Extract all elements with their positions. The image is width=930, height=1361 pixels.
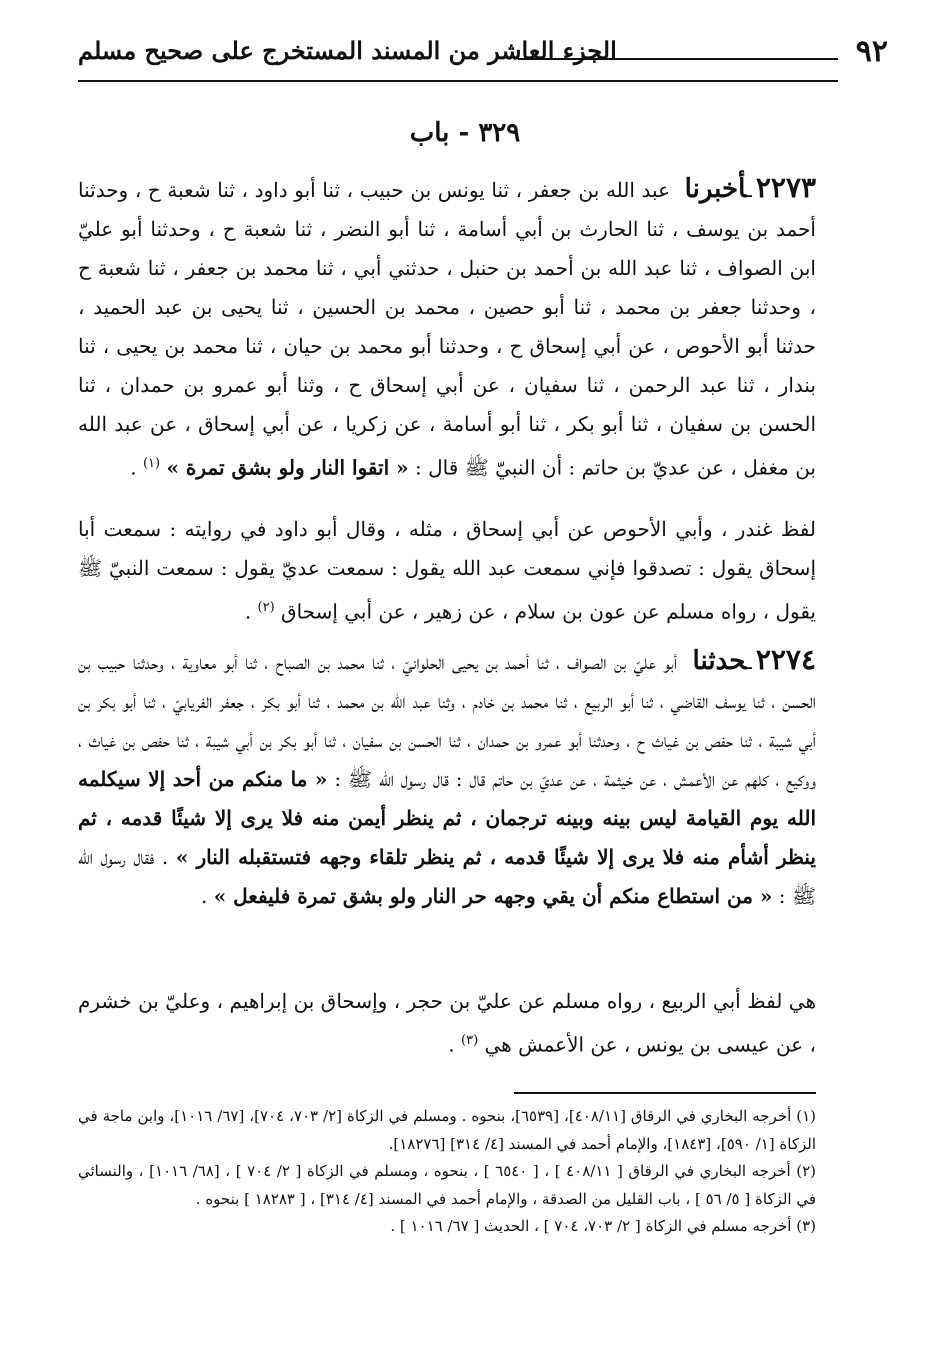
hadith-2273: ٢٢٧٣ـأخبرنا عبد الله بن جعفر ، ثنا يونس بن حبيب ، ثنا أبو داود ، ثنا شعبة ح ، وحدثنا أحمد بن يوسف ، ثنا الحارث بن أبي أسامة ، ثنا أبو النضر ، ثنا شعبة ح ، وحدثنا أبو عليّ ابن الصواف ، ثنا عبد الله بن أحمد بن حنبل ، حدثني أبي ، ثنا محمد بن جعفر ، ثنا شعبة ح ، وحدثنا جعفر بن محمد ، ثنا أبو حصين ، محمد بن الحسين ، ثنا يحيى بن عبد الحميد ، حدثنا أبو الأحوص ، عن أبي إسحاق ح ، وحدثنا أبو محمد بن حيان ، ثنا محمد بن يحيى ، ثنا بندار ، ثنا عبد الرحمن ، ثنا سفيان ، عن أبي إسحاق ح ، وثنا أبو عمرو بن حمدان ، ثنا الحسن بن سفيان ، ثنا أبو بكر ، ثنا أبو أسامة ، عن زكريا ، عن أبي إسحاق ، عن عبد الله بن مغفل ، عن عديّ بن حاتم : أن النبيّ ﷺ قال : « اتقوا النار ولو بشق تمرة » $^{(١)}$ .	[78, 171, 817, 480]
hadith-commentary	[78, 510, 816, 632]
footnotes	[78, 1103, 816, 1241]
hadith-matn-2: « من استطاع منكم أن يقي وجهه حر النار ولو بشق تمرة فليفعل »	[213, 884, 773, 908]
footnote-marker: (١)	[142, 456, 161, 471]
hadith-isnad: عبد الله بن جعفر ، ثنا يونس بن حبيب ، ثنا أبو داود ، ثنا شعبة ح ، وحدثنا أحمد بن يوسف ، ثنا الحارث بن أبي أسامة ، ثنا أبو النضر ، ثنا شعبة ح ، وحدثنا أبو عليّ ابن الصواف ، ثنا عبد الله بن أحمد بن حنبل ، حدثني أبي ، ثنا محمد بن جعفر ، ثنا شعبة ح ، وحدثنا جعفر بن محمد ، ثنا أبو حصين ، محمد بن الحسين ، ثنا يحيى بن عبد الحميد ، حدثنا أبو الأحوص ، عن أبي إسحاق ح ، وحدثنا أبو محمد بن حيان ، ثنا محمد بن يحيى ، ثنا بندار ، ثنا عبد الرحمن ، ثنا سفيان ، عن أبي إسحاق ح ، وثنا أبو عمرو بن حمدان ، ثنا الحسن بن سفيان ، ثنا أبو بكر ، ثنا أبو أسامة ، عن زكريا ، عن أبي إسحاق ، عن عبد الله بن مغفل ، عن عديّ بن حاتم : أن النبيّ ﷺ قال :	[78, 178, 816, 480]
hadith-matn: « اتقوا النار ولو بشق تمرة »	[166, 455, 409, 480]
hadith-verb: أخبرنا	[684, 174, 746, 204]
footnote-marker: (٣)	[461, 1033, 479, 1048]
hadith-end: .	[200, 884, 208, 908]
hadith-verb: حدثنا	[692, 646, 746, 676]
hadith-number: ٢٢٧٣	[755, 171, 817, 204]
footnote-separator	[514, 1092, 816, 1094]
running-title: الجزء العاشر من المسند المستخرج على صحيح مسلم	[78, 36, 617, 65]
commentary-end: .	[448, 1032, 455, 1057]
footnote-marker: (٢)	[257, 600, 275, 615]
footnote-3: (٣) أخرجه مسلم في الزكاة [ ٢/ ٧٠٣، ٧٠٤ ] ، الحديث [ ٦٧/ ١٠١٦ ] .	[390, 1217, 816, 1235]
hadith-isnad: أبو عليّ بن الصواف ، ثنا أحمد بن يحيى الحلوانيّ ، ثنا محمد بن الصباح ، ثنا أبو معاوية ، وحدثنا حبيب بن الحسن ، ثنا يوسف القاضي ، ثنا أبو الربيع ، ثنا محمد بن خادم ، وثنا عبد الله بن محمد ، ثنا أبو بكر ، جعفر الفريابيّ ، ثنا أبو بكر بن أبي شيبة ، ثنا حفص بن غياث ح ، وحدثنا أبو عمرو بن حمدان ، ثنا الحسن بن سفيان ، ثنا أبو بكر بن أبي شيبة ، ثنا حفص بن غياث ، ووكيع ، كلهم عن الأعمش ، عن خيثمة ، عن عديّ بن حاتم قال : قال رسول الله ﷺ :	[78, 650, 817, 791]
commentary-text: لفظ غندر ، وأبي الأحوص عن أبي إسحاق ، مثله ، وقال أبو داود في روايته : سمعت أبا إسحاق يقول : تصدقوا فإني سمعت عبد الله يقول : سمعت عديّ يقول : سمعت النبيّ ﷺ يقول ، رواه مسلم عن عون بن سلام ، عن زهير ، عن أبي إسحاق	[78, 517, 816, 624]
footnote-2: (٢) أخرجه البخاري في الرقاق [ ٤٠٨/١١ ] ، [ ٦٥٤٠ ] ، بنحوه ، ومسلم في الزكاة [ ٢/ ٧٠٤ ] ، [٦٨/ ١٠١٦] ، والنسائي في الزكاة [ ٥/ ٥٦ ] ، باب القليل من الصدقة ، والإمام أحمد في المسند [٤/ ٣١٤] ، [ ١٨٢٨٣ ] بنحوه .	[78, 1162, 816, 1208]
chapter-heading: ٣٢٩ - باب	[409, 118, 521, 148]
commentary-text: هي لفظ أبي الربيع ، رواه مسلم عن عليّ بن حجر ، وإسحاق بن إبراهيم ، وعليّ بن خشرم ، عن عيسى بن يونس ، عن الأعمش هي	[78, 989, 816, 1057]
hadith-number: ٢٢٧٤	[755, 643, 816, 676]
page-number: ٩٢	[855, 34, 888, 69]
commentary-end: .	[244, 599, 252, 624]
page-header	[78, 30, 888, 82]
hadith-continuation: . فقال رسول الله ﷺ :	[78, 845, 816, 908]
header-rule	[518, 58, 838, 60]
hadith-2274: ٢٢٧٤ـحدثنا أبو عليّ بن الصواف ، ثنا أحمد بن يحيى الحلوانيّ ، ثنا محمد بن الصباح ، ثنا أبو معاوية ، وحدثنا حبيب بن الحسن ، ثنا يوسف القاضي ، ثنا أبو الربيع ، ثنا محمد بن خادم ، وثنا عبد الله بن محمد ، ثنا أبو بكر ، جعفر الفريابيّ ، ثنا أبو بكر بن أبي شيبة ، ثنا حفص بن غياث ح ، وحدثنا أبو عمرو بن حمدان ، ثنا الحسن بن سفيان ، ثنا أبو بكر بن أبي شيبة ، ثنا حفص بن غياث ، ووكيع ، كلهم عن الأعمش ، عن خيثمة ، عن عديّ بن حاتم قال : قال رسول الله ﷺ : « ما منكم من أحد إلا سيكلمه الله يوم القيامة ليس بينه وبينه ترجمان ، ثم ينظر أيمن منه فلا يرى إلا شيئًا قدمه ، ثم ينظر أشأم منه فلا يرى إلا شيئًا قدمه ، ثم ينظر تلقاء وجهه فتستقبله النار » . فقال رسول الله ﷺ : « من استطاع منكم أن يقي وجهه حر النار ولو بشق تمرة فليفعل » .	[78, 643, 817, 908]
hadith-matn: « ما منكم من أحد إلا سيكلمه الله يوم القيامة ليس بينه وبينه ترجمان ، ثم ينظر أيمن منه فلا يرى إلا شيئًا قدمه ، ثم ينظر أشأم منه فلا يرى إلا شيئًا قدمه ، ثم ينظر تلقاء وجهه فتستقبله النار »	[78, 767, 816, 869]
hadith-commentary	[78, 982, 816, 1065]
footnote-1: (١) أخرجه البخاري في الرقاق [٤٠٨/١١]، [٦٥٣٩]، بنحوه . ومسلم في الزكاة [٢/ ٧٠٣، ٧٠٤]، [٦٧/ ١٠١٦]، وابن ماجة في الزكاة [١/ ٥٩٠]، [١٨٤٣]، والإمام أحمد في المسند [٤/ ٣١٤] [١٨٢٧٦].	[78, 1107, 816, 1153]
